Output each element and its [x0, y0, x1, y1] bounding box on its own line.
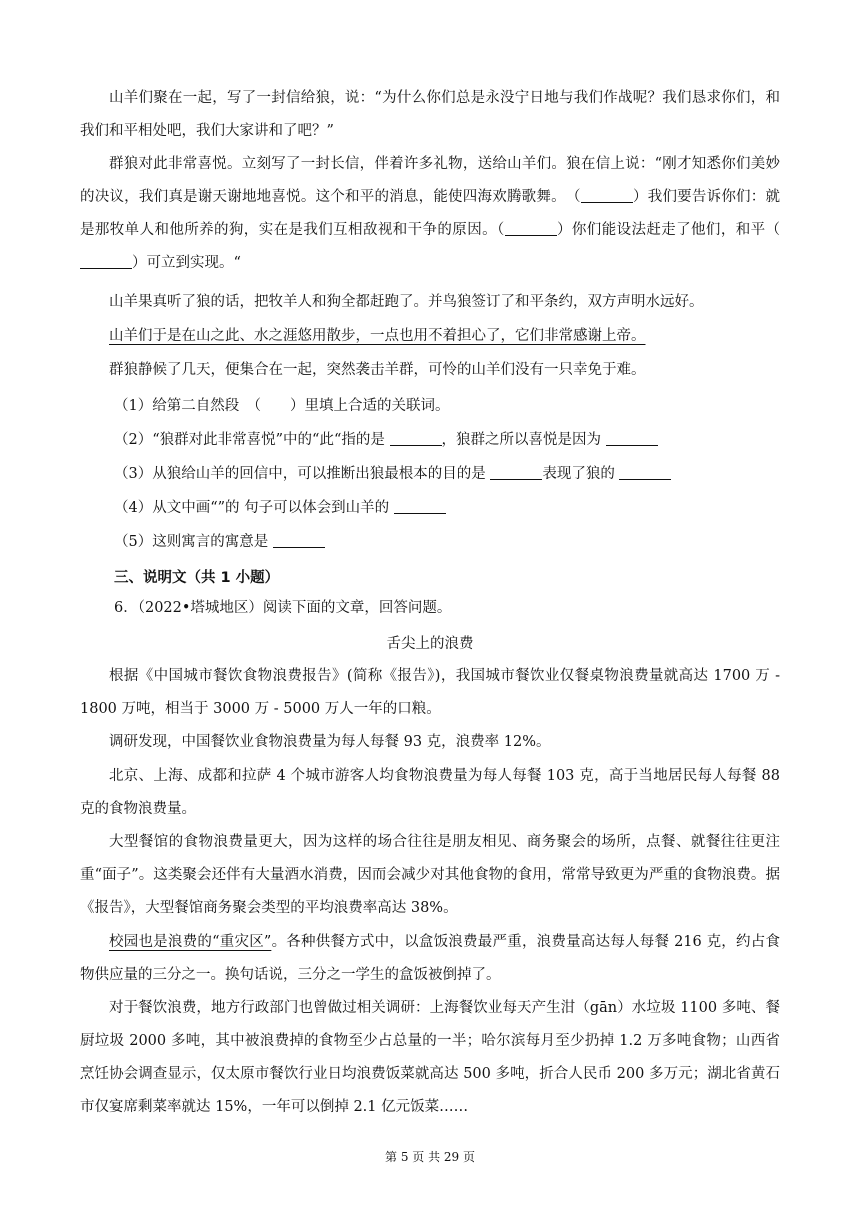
story-paragraph-1: 山羊们聚在一起，写了一封信给狼，说：“为什么你们总是永没宁日地与我们作战呢？我们恳求你们，和我们和平相处吧，我们大家讲和了吧？” — [80, 90, 780, 139]
article-paragraph-2: 调研发现，中国餐饮业食物浪费量为每人每餐 93 克，浪费率 12%。 — [109, 734, 551, 750]
story-paragraph-3: 山羊果真听了狼的话，把牧羊人和狗全都赶跑了。并鸟狼签订了和平条约，双方声明水远好。 — [109, 294, 704, 310]
answer-blank[interactable] — [490, 465, 542, 480]
story-p2-part-d: ）可立到实现。“ — [132, 255, 241, 271]
question-3: （3）从狼给山羊的回信中，可以推断出狼最根本的目的是 表现了狼的 — [114, 464, 671, 484]
article-paragraph-1: 根据《中国城市餐饮食物浪费报告》(简称《报告》)，我国城市餐饮业仅餐桌物浪费量就高达 1700 万 - 1800 万吨，相当于 3000 万 - 5000 万人一年的口粮。 — [80, 668, 780, 717]
article-paragraph-4: 大型餐馆的食物浪费量更大，因为这样的场合往往是朋友相见、商务聚会的场所，点餐、就餐往往更注重“面子”。这类聚会还伴有大量酒水消费，因而会减少对其他食物的食用，常常导致更为严重的食物浪费。据《报告》，大型餐馆商务聚会类型的平均浪费率高达 38%。 — [80, 834, 780, 916]
problem-intro: 6．（2022•塔城地区）阅读下面的文章，回答问题。 — [114, 600, 452, 616]
article-title: 舌尖上的浪费 — [386, 636, 474, 652]
question-5: （5）这则寓言的寓意是 — [114, 532, 325, 552]
story-p2-part-c: ）你们能设法赶走了他们，和平（ — [556, 222, 781, 238]
article-paragraph-5: 校园也是浪费的“重灾区”。各种供餐方式中，以盒饭浪费最严重，浪费量高达每人每餐 216 克，约占食物供应量的三分之一。换句话说，三分之一学生的盒饭被倒掉了。 — [80, 934, 780, 983]
answer-blank[interactable] — [273, 533, 325, 548]
answer-blank[interactable] — [581, 188, 633, 203]
article-paragraph-6: 对于餐饮浪费，地方行政部门也曾做过相关调研：上海餐饮业每天产生泔（gān）水垃圾 1100 多吨、餐厨垃圾 2000 多吨，其中被浪费掉的食物至少占总量的一半；哈尔滨每月至少扔掉 1.2 万多吨食物；山西省烹饪协会调查显示，仅太原市餐饮行业日均浪费饭菜就高达 500 多吨，折合人民币 200 多万元；湖北省黄石市仅宴席剩菜率就达 15%，一年可以倒掉 2.1 亿元饭菜…… — [80, 1000, 780, 1115]
story-paragraph-5: 群狼静候了几天，便集合在一起，突然袭击羊群，可怜的山羊们没有一只幸免于难。 — [109, 362, 646, 378]
underlined-sentence: 校园也是浪费的“重灾区” — [109, 934, 272, 950]
answer-blank[interactable] — [619, 465, 671, 480]
answer-blank[interactable] — [80, 254, 132, 269]
answer-blank[interactable] — [505, 221, 557, 236]
question-1: （1）给第二自然段 （ ）里填上合适的关联词。 — [114, 398, 450, 414]
story-paragraph-4 — [80, 320, 780, 353]
question-4: （4）从文中画“”的 句子可以体会到山羊的 — [114, 498, 446, 518]
answer-blank[interactable] — [394, 499, 446, 514]
answer-blank[interactable] — [606, 431, 658, 446]
underlined-sentence: 山羊们于是在山之此、水之涯悠用散步，一点也用不着担心了，它们非常感谢上帝。 — [109, 328, 646, 344]
story-p2-part-b: ）我们要告诉你们：就是那牧单人和他所养的狗，实在是我们互相敌视和干争的原因。（ — [80, 189, 781, 238]
answer-blank[interactable] — [390, 431, 442, 446]
section-heading: 三、说明文（共 1 小题） — [114, 570, 280, 586]
page-footer: 第 5 页 共 29 页 — [385, 1150, 475, 1164]
story-p2-part-a: 群狼对此非常喜悦。立刻写了一封长信，伴着许多礼物，送给山羊们。狼在信上说：“刚才知悉你们美妙的决议，我们真是谢天谢地地喜悦。这个和平的消息，能使四海欢腾歌舞。 （ — [80, 156, 780, 205]
article-paragraph-3: 北京、上海、成都和拉萨 4 个城市游客人均食物浪费量为每人每餐 103 克，高于当地居民每人每餐 88 克的食物浪费量。 — [80, 768, 780, 817]
story-paragraph-2 — [80, 148, 780, 280]
question-2: （2）“狼群对此非常喜悦”中的“此“指的是 ，狼群之所以喜悦是因为 — [114, 430, 658, 450]
